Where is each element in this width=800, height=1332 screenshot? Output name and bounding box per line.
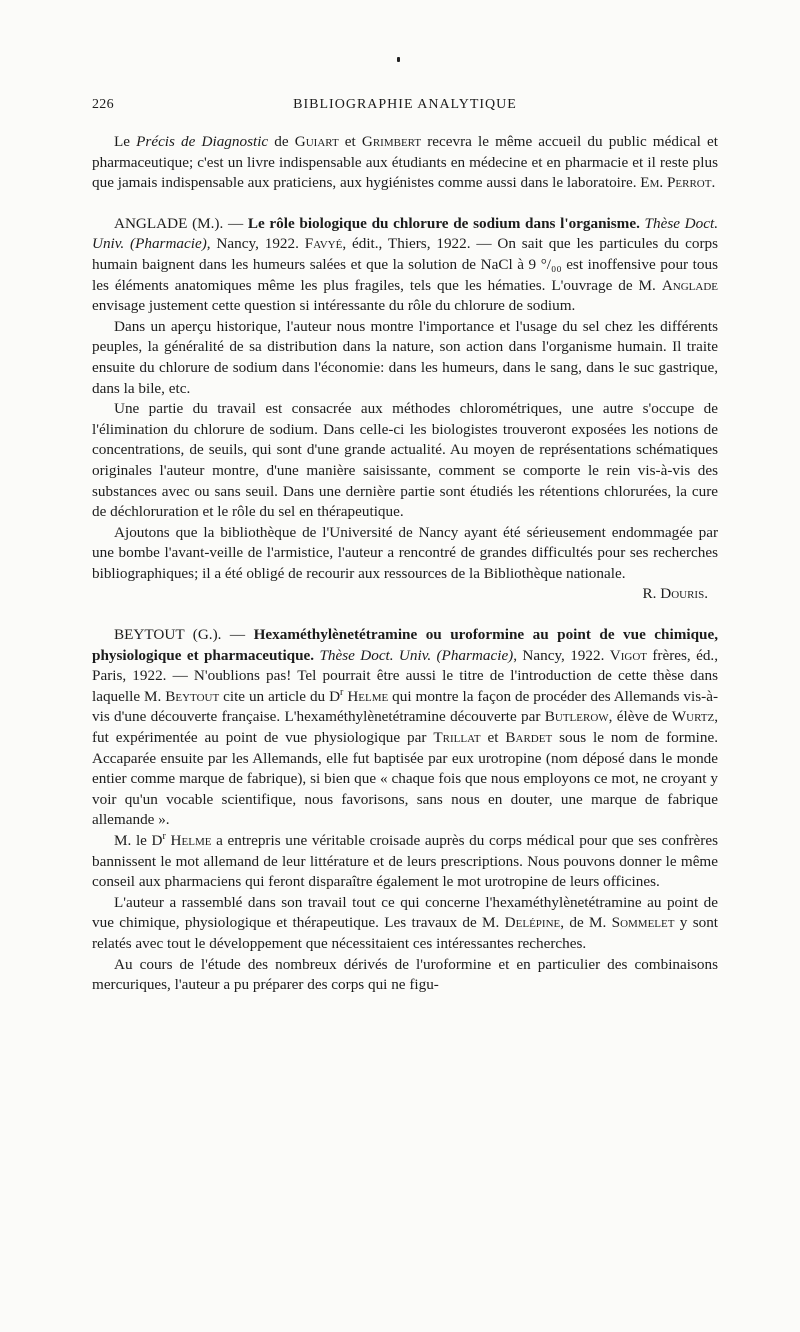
text: qui montre la façon de procéder des Allemands vis-à-vis d'une découverte française. L'hexaméthylènetétramine découverte par xyxy=(92,687,719,726)
author-name: Anglade xyxy=(661,276,718,294)
prev-review-paragraph xyxy=(92,132,718,194)
entry-title: Le rôle biologique du chlorure de sodium dans l'organisme. xyxy=(247,214,640,232)
thesis-note: Thèse Doct. Univ. (Pharmacie) xyxy=(314,646,514,664)
person-name: Butlerow xyxy=(544,708,609,726)
text: a entrepris une véritable croisade auprès du corps médical pour que ses confrères bannissent le mot allemand de leur littérature et de leurs prescriptions. Nous pouvons donner le même conseil aux pharmaciens qui feront disparaître également le mot urotropine de leurs officines. xyxy=(92,832,719,891)
anglade-paragraph-3: Une partie du travail est consacrée aux méthodes chlorométriques, une autre s'occupe de l'élimination du chlorure de sodium. Dans celle-ci les biologistes trouveront exposées les notions de concentrations, de seuils, qui sont d'une grande actualité. Au moyen de représentations schématiques originales l'auteur montre, d'une manière saisissante, comment se comporte le rein vis-à-vis des substances avec ou sans seuil. Dans une dernière partie sont étudiés les rétentions chlorurées, la cure de déchloruration et le rôle du sel en thérapeutique. xyxy=(92,400,718,521)
person-name: Helme xyxy=(170,832,212,849)
text: , élève de xyxy=(608,708,672,726)
text: L'auteur a rassemblé dans son travail tout ce qui concerne l'hexaméthylènetétramine au point de vue chimique, physiologique et thérapeutique. Les travaux de M. xyxy=(92,893,718,932)
text: M. le D xyxy=(114,832,163,849)
publisher-name: Favyé xyxy=(304,235,343,253)
page-body xyxy=(92,132,718,996)
text: sous le nom de formine. Accaparée ensuite par les Allemands, elle fut baptisée par eux urotropine (nom déposé dans le monde entier comme marque de fabrique), si bien que « chaque fois que nous employons ce mot, ne croyant y voir qu'un vocable scientifique, nous favorisons, sans nous en douter, une marque de fabrique allemande ». xyxy=(92,729,718,829)
person-name: Bardet xyxy=(505,729,553,747)
text: Le xyxy=(114,133,137,150)
text: de xyxy=(268,133,295,150)
thesis-note: Thèse Doct. Univ. (Pharmacie) xyxy=(92,214,718,253)
beytout-paragraph-3 xyxy=(92,893,718,955)
reviewer-signature: R. Douris. xyxy=(642,585,708,603)
book-title: Précis de Diagnostic xyxy=(136,133,269,150)
text: y sont relatés avec tout le développement que nécessitaient ces intéressantes recherches. xyxy=(92,914,719,952)
spacer xyxy=(92,605,718,625)
running-title: BIBLIOGRAPHIE ANALYTIQUE xyxy=(293,97,517,112)
spacer xyxy=(92,194,718,214)
author-name: Grimbert xyxy=(361,133,422,150)
text: et xyxy=(338,133,362,150)
entry-author: ANGLADE (M.). — xyxy=(114,214,248,232)
reviewer-signature: Em. Perrot. xyxy=(640,174,716,192)
person-name: Wurtz xyxy=(671,708,715,726)
text: frères, éd., Paris, 1922. — N'oublions pas! Tel pourrait être aussi le titre de l'introduction de cette thèse dans laquelle M. xyxy=(92,646,719,705)
author-name: Guiart xyxy=(294,133,339,150)
beytout-paragraph-4: Au cours de l'étude des nombreux dérivés de l'uroformine et en particulier des combinaisons mercuriques, l'auteur a pu préparer des corps qui ne figu- xyxy=(92,955,718,994)
text: cite un article du D xyxy=(219,687,341,705)
text: , de M. xyxy=(560,914,612,932)
text: , édit., Thiers, 1922. — On sait que les particules du corps humain baignent dans les humeurs salées et que la solution de NaCl à 9 °/₀₀ est inoffensive pour tous les éléments anatomiques même les plus fragiles, tels que les hématies. L'ouvrage de M. xyxy=(92,235,719,294)
anglade-paragraph-2: Dans un aperçu historique, l'auteur nous montre l'importance et l'usage du sel chez les différents peuples, la généralité de sa distribution dans la nature, son action dans l'organisme humain. Il traite ensuite du chlorure de sodium dans l'économie: dans les humeurs, dans le sang, dans le suc gastrique, dans la bile, etc. xyxy=(92,317,718,397)
anglade-entry xyxy=(92,214,718,317)
text: envisage justement cette question si intéressante du rôle du chlorure de sodium. xyxy=(92,297,576,315)
beytout-entry xyxy=(92,625,718,831)
publisher-name: Vigot xyxy=(609,646,647,664)
text: , Nancy, 1922. xyxy=(513,646,610,664)
author-name: Beytout xyxy=(165,687,220,705)
person-name: Helme xyxy=(347,687,389,705)
text: recevra le même accueil du public médical et pharmaceutique; c'est un livre indispensable aux étudiants en médecine et en pharmacie et il reste plus que jamais indispensable aux praticiens, aux hygiénistes comme aussi dans le laboratoire. xyxy=(92,133,718,192)
entry-title: Hexaméthylènetétramine ou uroformine au point de vue chimique, physiologique et pharmaceutique. xyxy=(92,626,718,664)
page-number: 226 xyxy=(92,97,114,112)
ink-speck xyxy=(397,57,400,62)
beytout-paragraph-2 xyxy=(92,831,718,893)
text: et xyxy=(480,729,506,747)
text: , Nancy, 1922. xyxy=(206,235,305,253)
text: , fut expérimentée au point de vue physiologique par xyxy=(92,708,718,747)
person-name: Sommelet xyxy=(611,914,675,932)
person-name: Delépine xyxy=(504,914,561,932)
entry-author: BEYTOUT (G.). — xyxy=(114,626,254,644)
anglade-paragraph-4: Ajoutons que la bibliothèque de l'Université de Nancy ayant été sérieusement endommagée par une bombe l'avant-veille de l'armistice, l'auteur a rencontré de grandes difficultés pour ses recherches bibliographiques; il a été obligé de recourir aux ressources de la Bibliothèque nationale. xyxy=(92,523,718,582)
person-name: Trillat xyxy=(433,729,481,747)
superscript: r xyxy=(162,830,166,842)
superscript: r xyxy=(340,686,344,698)
